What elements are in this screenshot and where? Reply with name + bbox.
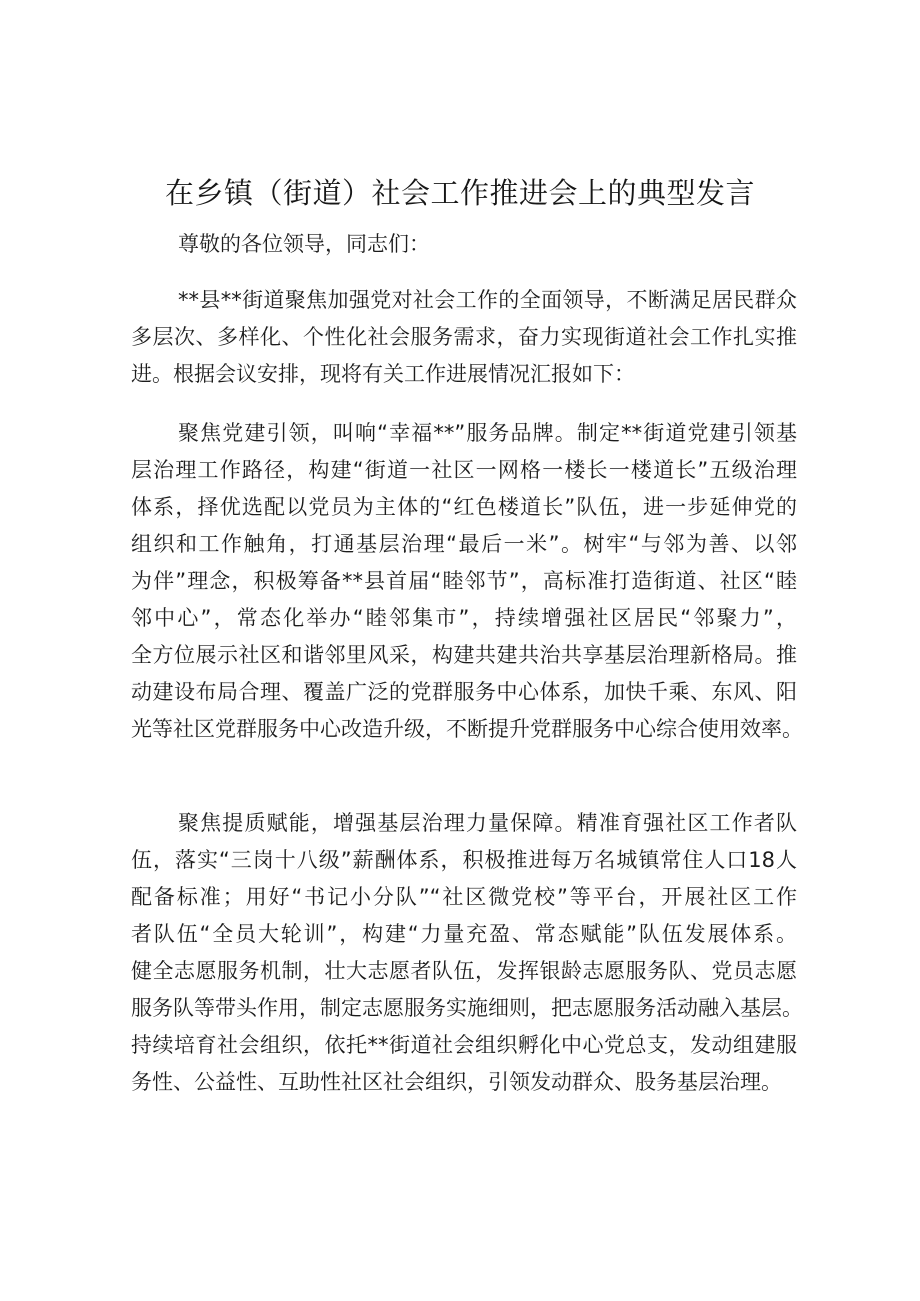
paragraph-line: 体系，择优选配以党员为主体的“红色楼道长”队伍，进一步延伸党的 — [131, 495, 797, 519]
paragraph-line: 为伴”理念，积极筹备**县首届“睦邻节”，高标准打造街道、社区“睦 — [131, 569, 797, 593]
paragraph-line: 者队伍“全员大轮训”，构建“力量充盈、常态赋能”队伍发展体系。 — [131, 922, 797, 946]
paragraph-line: **县**街道聚焦加强党对社会工作的全面领导，不断满足居民群众 — [178, 288, 797, 312]
paragraph-line: 邻中心”，常态化举办“睦邻集市”，持续增强社区居民“邻聚力”， — [131, 606, 797, 630]
paragraph-line: 配备标准；用好“书记小分队”“社区微党校”等平台，开展社区工作 — [131, 885, 797, 909]
salutation — [131, 226, 797, 263]
paragraph-line: 全方位展示社区和谐邻里风采，构建共建共治共享基层治理新格局。推 — [131, 643, 797, 667]
paragraph-party-building — [131, 415, 803, 748]
paragraph-line: 伍，落实“三岗十八级”薪酬体系，积极推进每万名城镇常住人口18人 — [131, 848, 797, 872]
paragraph-line: 服务队等带头作用，制定志愿服务实施细则，把志愿服务活动融入基层。 — [131, 996, 803, 1020]
paragraph-line: 组织和工作触角，打通基层治理“最后一米”。树牢“与邻为善、以邻 — [131, 532, 797, 556]
paragraph-line: 持续培育社会组织，依托**街道社会组织孵化中心党总支，发动组建服 — [131, 1033, 797, 1057]
paragraph-line: 进。根据会议安排，现将有关工作进展情况汇报如下： — [131, 362, 635, 386]
salutation-text: 尊敬的各位领导，同志们： — [178, 232, 430, 256]
paragraph-capacity-building — [131, 805, 803, 1101]
paragraph-line: 多层次、多样化、个性化社会服务需求，奋力实现街道社会工作扎实推 — [131, 325, 797, 349]
paragraph-line: 层治理工作路径，构建“街道一社区一网格一楼长一楼道长”五级治理 — [131, 458, 797, 482]
paragraph-line: 动建设布局合理、覆盖广泛的党群服务中心体系，加快千乘、东风、阳 — [131, 680, 797, 704]
paragraph-line: 光等社区党群服务中心改造升级，不断提升党群服务中心综合使用效率。 — [131, 717, 803, 741]
paragraph-line: 聚焦党建引领，叫响“幸福**”服务品牌。制定**街道党建引领基 — [178, 421, 797, 445]
paragraph-line: 健全志愿服务机制，壮大志愿者队伍，发挥银龄志愿服务队、党员志愿 — [131, 959, 797, 983]
paragraph-line: 务性、公益性、互助性社区社会组织，引领发动群众、股务基层治理。 — [131, 1070, 782, 1094]
paragraph-line: 聚焦提质赋能，增强基层治理力量保障。精准育强社区工作者队 — [178, 811, 797, 835]
document-title: 在乡镇（街道）社会工作推进会上的典型发言 — [164, 176, 755, 210]
paragraph-intro — [131, 282, 797, 393]
